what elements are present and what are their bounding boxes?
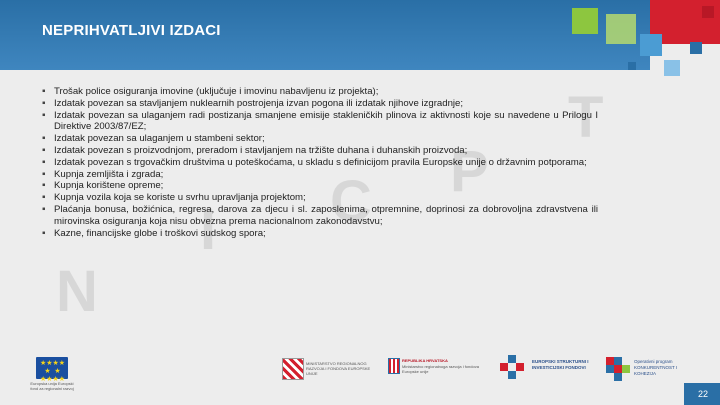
watermark-letter: C [330,169,372,234]
list-item: ▪ Izdatak povezan sa ulaganjem u stambeni sektor; [42,133,598,145]
esi-text: EUROPSKI STRUKTURNI I INVESTICIJSKI FONDOVI [532,359,589,370]
list-item: ▪ Kupnja korištene opreme; [42,180,598,192]
watermark-letter: N [56,259,98,324]
op-text: Operativni program KONKURENTNOST I KOHEZIJA [634,359,678,376]
footer-logos [0,345,720,405]
decor-square-green-light [606,14,636,44]
bullet-list [42,86,598,239]
title-bar [0,0,650,70]
list-item: ▪ Plaćanja bonusa, božićnica, regresa, darova za djecu i sl. zaposlenima, otpremnine, doprinosi za dobrovoljna zdravstvena ili mirovinska osiguranja koja nisu obvezna prema nacionalnom zakonodavstvu; [42,204,598,228]
list-item: ▪ Kupnja zemljišta i zgrada; [42,169,598,181]
list-item: ▪ Izdatak povezan s trgovačkim društvima u poteškoćama, u skladu s definicijom pravila Europske unije o državnim potporama; [42,157,598,169]
page-number: 22 [697,389,708,399]
op-grid-icon [606,357,630,381]
watermark-letter: I [200,197,217,262]
coat-of-arms-icon [388,358,400,374]
eu-flag-icon: ★ ★ ★ ★ ★ ★ ★ ★ ★ ★ [36,357,68,379]
slide-title: NEPRIHVATLJIVI IZDACI [42,22,221,39]
list-item: ▪ Izdatak povezan sa ulaganjem radi postizanja smanjene emisije stakleničkih plinova iz aktivnosti koje su navedene u Prilogu I Direktive 2003/87/EZ; [42,110,598,134]
list-item: ▪ Kupnja vozila koja se koriste u svrhu upravljanja projektom; [42,192,598,204]
list-item: ▪ Izdatak povezan sa stavljanjem nuklearnih postrojenja izvan pogona ili izdatak njihove izgradnje; [42,98,598,110]
list-item: ▪ Izdatak povezan s proizvodnjom, preradom i stavljanjem na tržište duhana i duhanskih proizvoda; [42,145,598,157]
decor-square-teal [628,62,636,70]
ministry-emblem-icon [282,358,304,380]
list-item: ▪ Kazne, financijske globe i troškovi sudskog spora; [42,228,598,240]
eu-caption: Europska unija Europski fond za regionalni razvoj [30,381,74,391]
rh-subtitle: Ministarstvo regionalnoga razvoja i fondova Europske unije [402,364,479,374]
watermark-letter: P [450,139,489,204]
rh-title: REPUBLIKA HRVATSKA [402,358,448,363]
decor-square-blue [640,34,662,56]
decor-square-navy [690,42,702,54]
list-item: ▪ Trošak police osiguranja imovine (uključuje i imovinu nabavljenu iz projekta); [42,86,598,98]
decor-square-red-small [702,6,714,18]
decor-square-blue-light [664,60,680,76]
bullet-content [42,86,598,239]
esi-pixel-icon [500,355,530,379]
ministry-text: MINISTARSTVO REGIONALNOG RAZVOJA I FONDOVA EUROPSKE UNIJE [306,361,371,376]
decor-square-green [572,8,598,34]
watermark-letter: T [568,85,604,150]
